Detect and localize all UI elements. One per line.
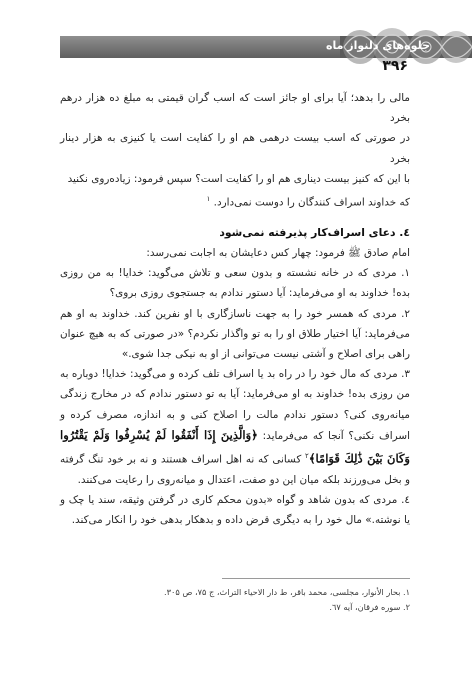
footnote: ۱. بحار الأنوار، مجلسی، محمد باقر، ط دار الاحیاء التراث، ج ۷۵، ص ۳۰۵. bbox=[164, 587, 410, 597]
quran-verse: ﴿وَالَّذِينَ إِذَا أَنْفَقُوا لَمْ يُسْرِفُوا وَلَمْ يَقْتُرُوا وَكَانَ بَيْنَ ذَٰلِكَ قَوَامًا﴾ bbox=[60, 427, 410, 466]
list-item: ۲. مردی که همسر خود را به جهت ناسازگاری با او نفرین کند. خداوند به او هم می‌فرماید: آیا اختیار طلاق او را به تو واگذار نکردم؟ «در صورتی که به هیچ عنوان راهی برای اصلاح و آشتی نیست می‌توانی از او به نیکی جدا شوی.» bbox=[60, 307, 410, 360]
intro-line bbox=[60, 189, 410, 213]
item3-text-end: کسانی که نه اهل اسراف هستند و نه بر خود تنگ گرفته و بخل می‌ورزند بلکه میان این دو صفت، اعتدال و میانه‌روی را رعایت می‌کنند. bbox=[60, 453, 410, 486]
footnote-ref: ۱ bbox=[206, 195, 211, 204]
page-number: ۳۹۶ bbox=[382, 58, 408, 74]
intro-line: مالی را بدهد؛ آیا برای او جائز است که اسب گران قیمتی به مبلغ ده هزار درهم بخرد bbox=[60, 92, 410, 125]
section-lead: امام صادق ﷺ فرمود: چهار کس دعایشان به اجابت نمی‌رسد: bbox=[146, 246, 410, 259]
footnote-divider bbox=[222, 578, 410, 579]
intro-line: در صورتی که اسب بیست درهمی هم او را کفایت است یا کنیزی به هزار دینار بخرد bbox=[60, 132, 410, 165]
list-item bbox=[60, 364, 410, 490]
list-item: ٤. مردی که بدون شاهد و گواه «بدون محکم کاری در گرفتن وثیقه، سند یا چک و یا نوشته.» مال خود را به دیگری قرض داده و بدهکار بدهی خود را انکار می‌کند. bbox=[60, 493, 410, 526]
intro-line-text: که خداوند اسراف کنندگان را دوست نمی‌دارد. bbox=[213, 196, 410, 209]
running-title: جلوه‌های دلنواز ماه bbox=[325, 39, 430, 52]
footnote: ۲. سوره فرقان، آیه ٦۷. bbox=[329, 602, 410, 612]
section-heading: ٤. دعای اسراف‌کار پذیرفته نمی‌شود bbox=[219, 225, 410, 239]
item3-text: ۳. مردی که مال خود را در راه بد یا اسراف تلف کرده و می‌گوید: خدایا! دوباره به من روزی بده! خداوند به او می‌فرماید: آیا به تو دستور ندادم که در مخارج زندگی میانه‌روی کنی؟ دستور ندادم مالت را اصلاح کنی و به اندازه، مصرف کرده و اسراف نکنی؟ آنجا که می‌فرماید: bbox=[60, 368, 410, 442]
body-text bbox=[60, 88, 410, 530]
footnote-ref: ۲ bbox=[305, 451, 309, 460]
list-item: ۱. مردی که در خانه نشسته و بدون سعی و تلاش می‌گوید: خدایا! به من روزی بده! خداوند به او می‌فرماید: آیا دستور ندادم به جستجوی روزی بروی؟ bbox=[60, 267, 410, 300]
footnotes bbox=[60, 585, 410, 615]
intro-line: با این که کنیز بیست دیناری هم او را کفایت است؟ سپس فرمود: زیاده‌روی نکنید bbox=[67, 172, 410, 185]
